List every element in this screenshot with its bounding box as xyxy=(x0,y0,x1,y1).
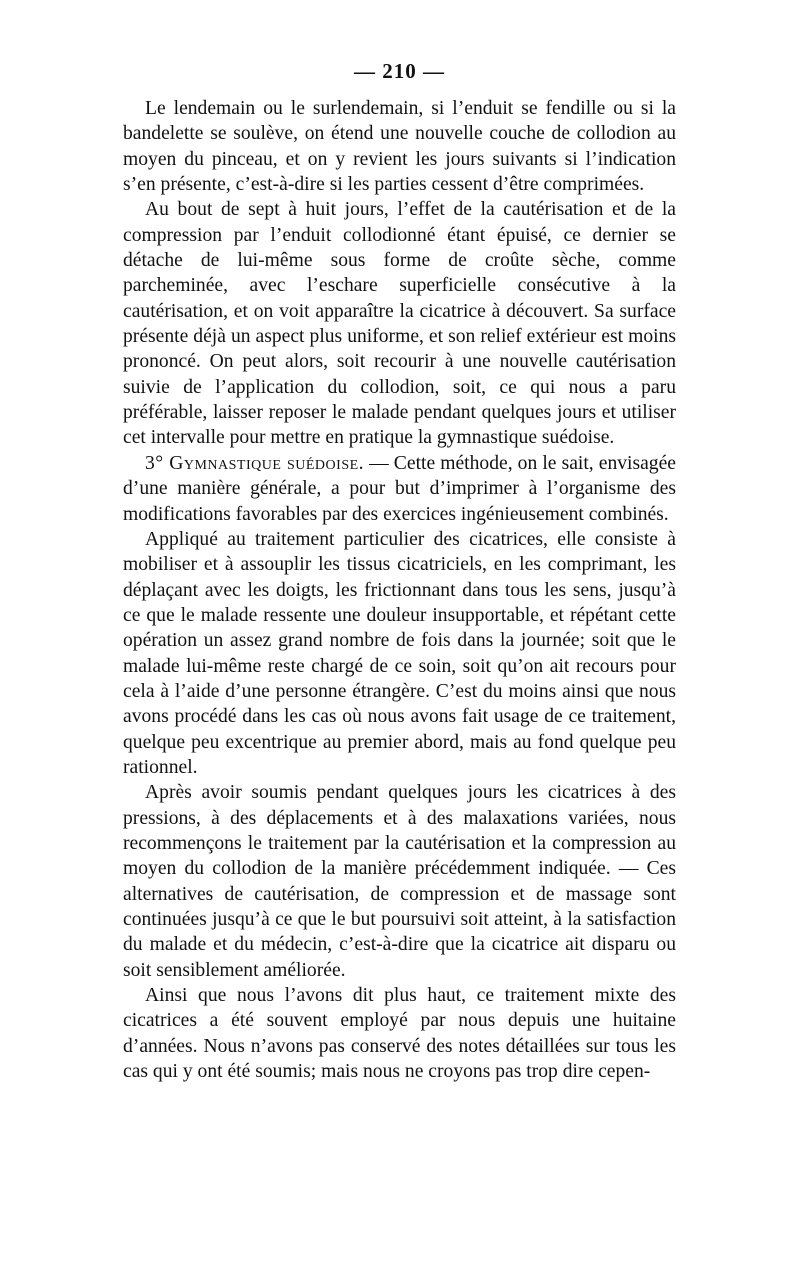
paragraph-eschar-detachment: Au bout de sept à huit jours, l’effet de la cautérisation et de la compression par l’enduit collodionné étant épuisé, ce dernier se détache de lui-même sous forme de croûte sèche, comme parcheminée, avec l’eschare superficielle consécutive à la cautérisation, et on voit apparaître la cicatrice à découvert. Sa surface présente déjà un aspect plus uniforme, et son relief extérieur est moins prononcé. On peut alors, soit recourir à une nouvelle cautérisation suivie de l’application du collodion, soit, ce qui nous a paru préférable, laisser reposer le malade pendant quelques jours et utiliser cet intervalle pour mettre en pratique la gymnastique suédoise. xyxy=(123,199,676,449)
section-heading: 3° Gymnastique suédoise. xyxy=(145,452,365,474)
paragraph-experience: Ainsi que nous l’avons dit plus haut, ce traitement mixte des cicatrices a été souvent employé par nous depuis une huitaine d’années. Nous n’avons pas conservé des notes détaillées sur tous les cas qui y ont été soumis; mais nous ne croyons pas trop dire cepen- xyxy=(123,985,676,1083)
paragraph-alternation: Après avoir soumis pendant quelques jours les cicatrices à des pressions, à des déplacements et à des malaxations variées, nous recommençons le traitement par la cautérisation et la compression au moyen du collodion de la manière précédemment indiquée. — Ces alternatives de cautérisation, de compression et de massage sont continuées jusqu’à ce que le but poursuivi soit atteint, à la satisfaction du malade et du médecin, c’est-à-dire que la cicatrice ait disparu ou soit sensiblement améliorée. xyxy=(123,782,676,981)
book-page xyxy=(123,58,676,1084)
paragraph-collodion-renewal: Le lendemain ou le surlendemain, si l’enduit se fendille ou si la bandelette se soulève, on étend une nouvelle couche de collodion au moyen du pinceau, et on y revient les jours suivants si l’indication s’en présente, c’est-à-dire si les parties cessent d’être comprimées. xyxy=(123,98,676,196)
section-intro-text: — Cette méthode, on le sait, envisagée d’une manière générale, a pour but d’imprimer à l’organisme des modifications favorables par des exercices ingénieusement combinés. xyxy=(123,452,677,525)
page-number: — 210 — xyxy=(354,59,445,83)
paragraph-massage-method: Appliqué au traitement particulier des cicatrices, elle consiste à mobiliser et à assouplir les tissus cicatriciels, en les comprimant, les déplaçant avec les doigts, les frictionnant dans tous les sens, jusqu’à ce que le malade ressente une douleur insupportable, et répétant cette opération un assez grand nombre de fois dans la journée; soit que le malade lui-même reste chargé de ce soin, soit qu’on ait recours pour cela à l’aide d’une personne étrangère. C’est du moins ainsi que nous avons procédé dans les cas où nous avons fait usage de ce traitement, quelque peu excentrique au premier abord, mais au fond quelque peu rationnel. xyxy=(123,528,676,778)
section-swedish-gymnastics xyxy=(123,451,676,527)
